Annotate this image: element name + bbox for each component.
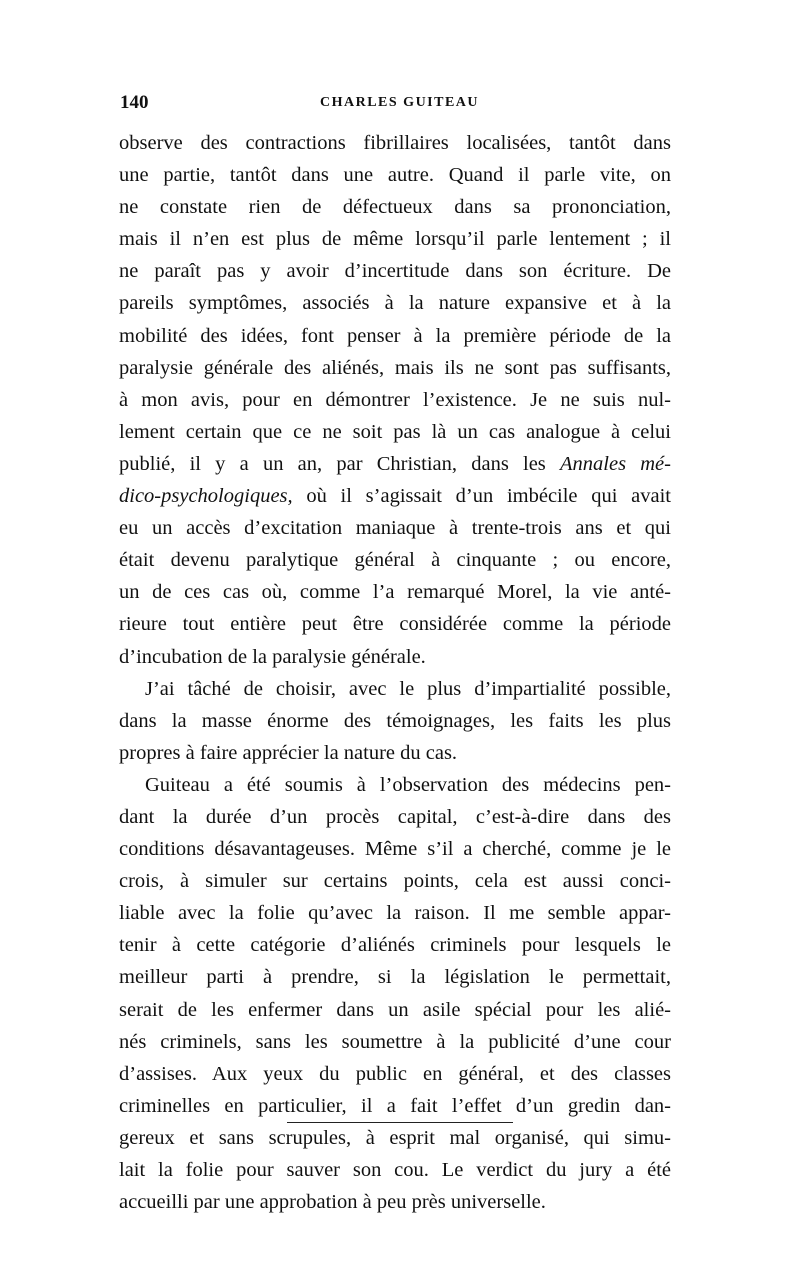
text-line: à mon avis, pour en démontrer l’existence. Je ne suis nul- [119,388,671,411]
text-line: observe des contractions fibrillaires localisées, tantôt dans [119,132,671,154]
text-line: Guiteau a été soumis à l’observation des médecins pen- [145,773,671,796]
text-line: un de ces cas où, comme l’a remarqué Morel, la vie anté- [119,581,671,604]
text-line: dans la masse énorme des témoignages, les faits les plus [119,709,671,732]
text-line: lement certain que ce ne soit pas là un cas analogue à celui [119,420,671,443]
text-line: pareils symptômes, associés à la nature expansive et à la [119,292,671,315]
italic-title: Annales mé- [560,452,671,475]
text-line: ne constate rien de défectueux dans sa prononciation, [119,196,671,219]
running-head [120,92,680,116]
text-line: d’incubation de la paralysie générale. [119,645,426,668]
text-line: propres à faire apprécier la nature du cas. [119,741,458,764]
text-line: gereux et sans scrupules, à esprit mal organisé, qui simu- [119,1126,671,1149]
text-line: mais il n’en est plus de même lorsqu’il parle lentement ; il [119,228,671,251]
italic-title: dico-psychologiques, [119,485,293,508]
text-line: liable avec la folie qu’avec la raison. Il me semble appar- [119,902,671,925]
text-line: meilleur parti à prendre, si la législation le permettait, [119,966,671,989]
text-line: J’ai tâché de choisir, avec le plus d’impartialité possible, [145,677,671,700]
text-line: publié, il y a un an, par Christian, dans les Annales mé- [119,452,671,475]
text-line: mobilité des idées, font penser à la première période de la [119,324,671,347]
footer-rule [287,1122,513,1123]
text-line: une partie, tantôt dans une autre. Quand il parle vite, on [119,164,671,187]
text-line: était devenu paralytique général à cinquante ; ou encore, [119,549,671,572]
page-number: 140 [120,92,149,113]
text-line: conditions désavantageuses. Même s’il a cherché, comme je le [119,838,671,861]
text-line: d’assises. Aux yeux du public en général, et des classes [119,1062,671,1085]
text-line: accueilli par une approbation à peu près universelle. [119,1191,546,1214]
text-line: eu un accès d’excitation maniaque à trente-trois ans et qui [119,517,671,540]
body-text [119,127,671,1218]
text-line: dico-psychologiques, où il s’agissait d’un imbécile qui avait [119,485,671,508]
text-line: tenir à cette catégorie d’aliénés criminels pour lesquels le [119,934,671,957]
text-line: criminelles en particulier, il a fait l’effet d’un gredin dan- [119,1094,671,1117]
text-line: dant la durée d’un procès capital, c’est-à-dire dans des [119,805,671,828]
text-line: nés criminels, sans les soumettre à la publicité d’une cour [119,1030,671,1053]
text-line: crois, à simuler sur certains points, cela est aussi conci- [119,870,671,893]
text-line: rieure tout entière peut être considérée comme la période [119,613,671,636]
running-title: CHARLES GUITEAU [320,95,480,110]
text-line: serait de les enfermer dans un asile spécial pour les alié- [119,998,671,1021]
text-line: ne paraît pas y avoir d’incertitude dans son écriture. De [119,260,671,283]
text-line: paralysie générale des aliénés, mais ils ne sont pas suffisants, [119,356,671,379]
text-line: lait la folie pour sauver son cou. Le verdict du jury a été [119,1159,671,1181]
